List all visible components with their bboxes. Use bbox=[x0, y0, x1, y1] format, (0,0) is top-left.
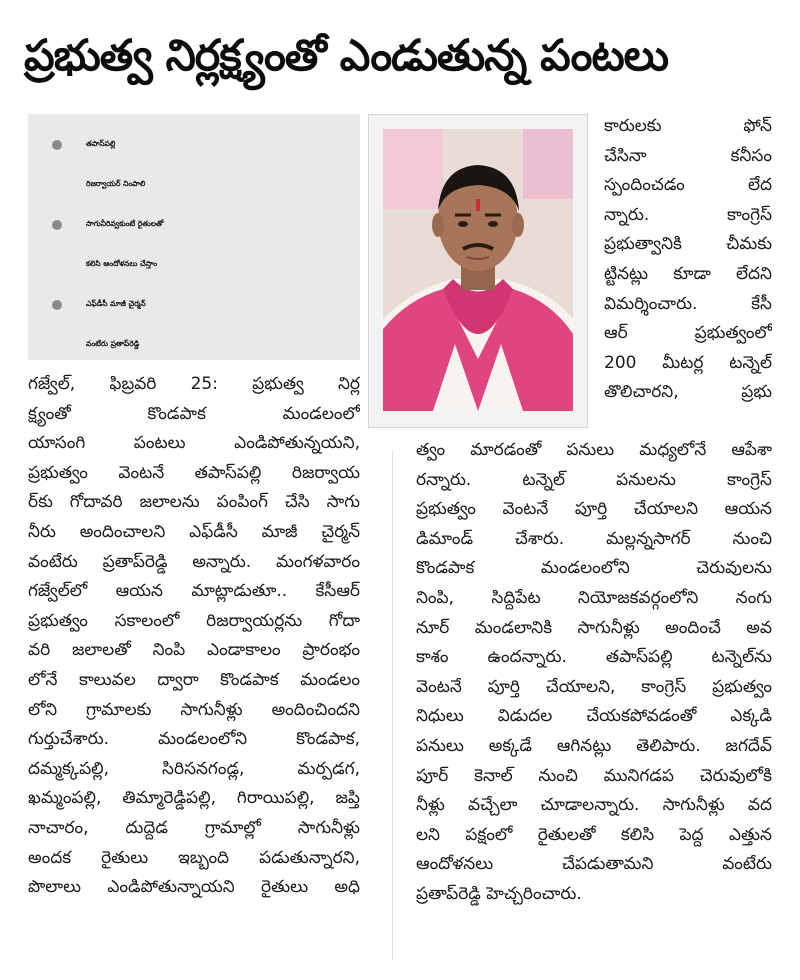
article-line: వంటేరు ప్రతాప్‌రెడ్డి అన్నారు. మంగళవారం bbox=[28, 551, 360, 572]
highlight-item bbox=[28, 284, 360, 364]
article-line: ప్రభుత్వం వెంటనే తపాస్‌పల్లి రిజర్వాయ bbox=[28, 462, 360, 483]
article-line: విమర్శించారు. కేసీ bbox=[604, 293, 772, 314]
article-line: తొలిచారని, ప్రభు bbox=[604, 382, 772, 403]
highlight-line: తపాస్‌పల్లి bbox=[86, 139, 116, 148]
article-line: స్పందించడం లేద bbox=[604, 175, 772, 196]
highlight-item bbox=[28, 124, 360, 204]
highlight-line: రిజర్వాయర్ నింపాలి bbox=[86, 179, 146, 188]
article-line: డిమాండ్ చేశారు. మల్లన్నసాగర్ నుంచి bbox=[416, 528, 772, 549]
highlight-item bbox=[28, 204, 360, 284]
article-line: పొలాలు ఎండిపోతున్నాయని రైతులు అధి bbox=[28, 877, 360, 898]
article-line: నీళ్లు వచ్చేలా చూడాలన్నారు. సాగునీళ్లు వద bbox=[416, 795, 772, 816]
article-column-left bbox=[28, 370, 360, 903]
article-headline: ప్రభుత్వ నిర్లక్ష్యంతో ఎండుతున్న పంటలు bbox=[24, 31, 669, 81]
highlights-box bbox=[28, 114, 360, 360]
article-line: లని పక్షంలో రైతులతో కలిసి పెద్ద ఎత్తున bbox=[416, 824, 772, 845]
article-line: ఆందోళనలు చేపడుతామని వంటేరు bbox=[416, 854, 772, 875]
article-line: గజ్వేల్, ఫిబ్రవరి 25: ప్రభుత్వ నిర్ల bbox=[28, 374, 360, 394]
article-line: ఆర్ ప్రభుత్వంలో bbox=[604, 323, 772, 344]
article-line: కాశం ఉందన్నారు. తపాస్‌పల్లి టన్నెల్‌ను bbox=[416, 647, 772, 668]
bullet-icon bbox=[52, 140, 62, 150]
article-line: లోని గ్రామాలకు సాగునీళ్లు అందించిందని bbox=[28, 699, 360, 720]
article-line: దమ్మక్కపల్లి, సిరిసనగండ్ల, మర్పడగ, bbox=[28, 758, 360, 779]
article-line: నిధులు విడుదల చేయకపోవడంతో ఎక్కడి bbox=[416, 706, 772, 727]
article-line: ర్‌కు గోదావరి జలాలను పంపింగ్ చేసి సాగు bbox=[28, 492, 360, 513]
article-line: నీరు అందించాలని ఎఫ్‌డీసీ మాజీ చైర్మన్ bbox=[28, 521, 360, 542]
article-line: పూర్ కెనాల్ నుంచి మునిగడప చెరువులోకి bbox=[416, 765, 772, 786]
article-line: నూర్ మండలానికి సాగునీళ్లు అందించే అవ bbox=[416, 617, 772, 638]
article-line: ప్రభుత్వం సకాలంలో రిజర్వాయర్లను గోదా bbox=[28, 610, 360, 631]
article-line: ప్రభుత్వానికి చీమకు bbox=[604, 234, 772, 255]
article-line: ప్రభుత్వం వెంటనే పూర్తి చేయాలని ఆయన bbox=[416, 499, 772, 520]
article-line: వెంటనే పూర్తి చేయాలని, కాంగ్రెస్ ప్రభుత్వం bbox=[416, 676, 772, 697]
article-line: కొండపాక మండలంలోని చెరువులను bbox=[416, 558, 772, 579]
column-divider bbox=[392, 450, 393, 960]
article-line: 200 మీటర్ల టన్నెల్ bbox=[604, 352, 772, 373]
highlight-line: సాగునీరివ్వకుంటే రైతులతో bbox=[86, 219, 164, 228]
article-line: ట్టినట్లు కూడా లేదని bbox=[604, 263, 772, 284]
portrait-illustration bbox=[383, 129, 573, 411]
article-line: గుర్తుచేశారు. మండలంలోని కొండపాక, bbox=[28, 729, 360, 750]
article-line: నింపి, సిద్దిపేట నియోజకవర్గంలోని నంగు bbox=[416, 587, 772, 608]
article-line: త్వం మారడంతో పనులు మధ్యలోనే ఆపేశా bbox=[416, 440, 772, 460]
article-line: లోనే కాలువల ద్వారా కొండపాక మండలం bbox=[28, 669, 360, 690]
article-line: ఖమ్మంపల్లి, తిమ్మారెడ్డిపల్లి, గిరాయిపల్లి, జప్తి bbox=[28, 788, 360, 809]
article-line: యాసంగి పంటలు ఎండిపోతున్నయని, bbox=[28, 433, 360, 454]
bullet-icon bbox=[52, 220, 62, 230]
article-line: గజ్వేల్‌లో ఆయన మాట్లాడుతూ.. కేసీఆర్ bbox=[28, 581, 360, 602]
article-line: పనులు అక్కడే ఆగినట్లు తెలిపారు. జగదేవ్ bbox=[416, 735, 772, 756]
highlight-line: ఎఫ్‌డీసీ మాజీ చైర్మన్ bbox=[86, 299, 146, 308]
article-line: అందక రైతులు ఇబ్బంది పడుతున్నారని, bbox=[28, 847, 360, 868]
article-line: న్నారు. కాంగ్రెస్ bbox=[604, 204, 772, 225]
highlight-line: కలిసి ఆందోళనలు చేస్తాం bbox=[86, 259, 158, 268]
article-line: చేసినా కనీసం bbox=[604, 145, 772, 166]
article-line: క్ష్యంతో కొండపాక మండలంలో bbox=[28, 403, 360, 424]
article-line: నాచారం, దుద్దెడ గ్రామాల్లో సాగునీళ్లు bbox=[28, 817, 360, 838]
person-photo bbox=[383, 129, 573, 411]
photo-frame bbox=[368, 114, 588, 428]
article-line: రన్నారు. టన్నెల్ పనులను కాంగ్రెస్ bbox=[416, 469, 772, 490]
article-line: వరి జలాలతో నింపి ఎండాకాలం ప్రారంభం bbox=[28, 640, 360, 661]
highlight-line: వంటేరు ప్రతాప్‌రెడ్డి bbox=[86, 339, 140, 348]
article-column-right-top bbox=[604, 112, 772, 408]
article-line: కారులకు ఫోన్ bbox=[604, 116, 772, 136]
bullet-icon bbox=[52, 300, 62, 310]
article-column-right bbox=[416, 436, 772, 910]
article-line: ప్రతాప్‌రెడ్డి హెచ్చరించారు. bbox=[416, 883, 582, 904]
